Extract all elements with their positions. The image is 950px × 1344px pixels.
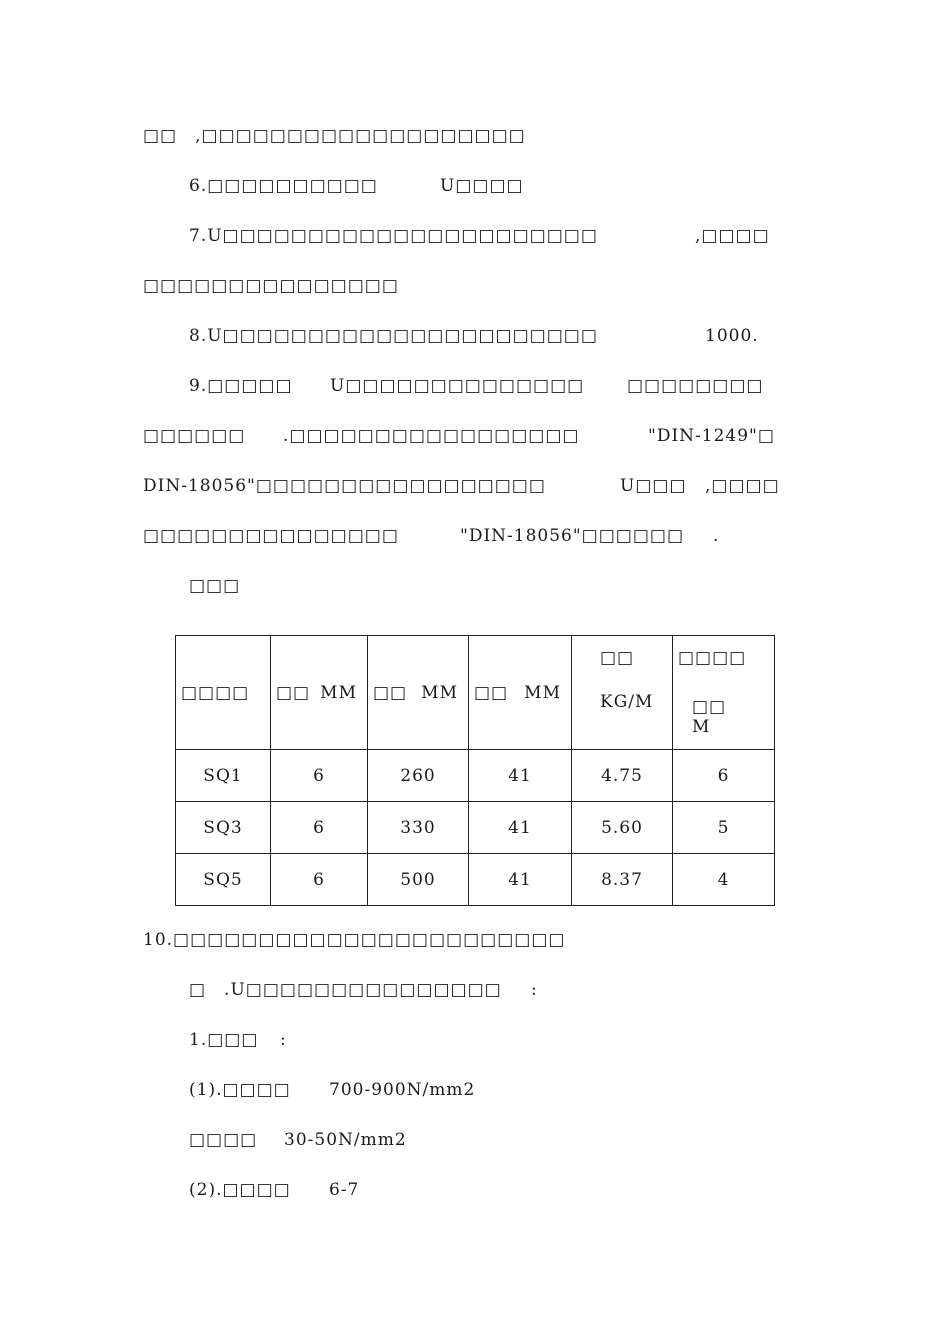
text-line: 6-7 xyxy=(329,1180,360,1200)
header-cell-weight: □□ KG/M xyxy=(572,636,673,750)
text-line: . xyxy=(713,526,720,546)
text-line: 30-50N/mm2 xyxy=(284,1130,407,1150)
cell: 5 xyxy=(673,802,775,854)
text-line: (2).□□□□ xyxy=(189,1180,291,1200)
table-row xyxy=(176,750,775,802)
text-line: U□□□□□□□□□□□□□□ xyxy=(330,376,585,396)
cell: SQ3 xyxy=(176,802,271,854)
table-row xyxy=(176,802,775,854)
text-line: (1).□□□□ xyxy=(189,1080,291,1100)
text-line: 6.□□□□□□□□□□ xyxy=(189,176,378,196)
text-line: 1.□□□ xyxy=(189,1030,259,1050)
cell: 500 xyxy=(368,854,469,906)
cell: 6 xyxy=(271,854,368,906)
header-cell-height: □□ MM xyxy=(469,636,572,750)
cell: 4.75 xyxy=(572,750,673,802)
spec-table xyxy=(175,635,775,906)
table-row xyxy=(176,854,775,906)
table-header-row xyxy=(176,636,775,750)
text-line: : xyxy=(280,1030,287,1050)
cell: 6 xyxy=(271,750,368,802)
cell: 8.37 xyxy=(572,854,673,906)
cell: 4 xyxy=(673,854,775,906)
cell: 41 xyxy=(469,854,572,906)
cell: SQ5 xyxy=(176,854,271,906)
cell: 6 xyxy=(271,802,368,854)
text-line: .□□□□□□□□□□□□□□□□□ xyxy=(283,426,580,446)
cell: 41 xyxy=(469,802,572,854)
text-line: ,□□□□ xyxy=(695,226,770,246)
text-line: □□□□□□□□ xyxy=(627,376,764,396)
cell: SQ1 xyxy=(176,750,271,802)
text-line: □□□□□□□□□□□□□□□ xyxy=(143,276,399,296)
text-line: 10.□□□□□□□□□□□□□□□□□□□□□□□ xyxy=(143,930,566,950)
text-line: 8.U□□□□□□□□□□□□□□□□□□□□□□ xyxy=(189,326,598,346)
header-cell-width: □□ MM xyxy=(368,636,469,750)
table-caption: □□□ xyxy=(189,576,241,596)
cell: 330 xyxy=(368,802,469,854)
text-line: "DIN-18056"□□□□□□ xyxy=(460,526,685,546)
section-heading: □ .U□□□□□□□□□□□□□□□ xyxy=(189,980,502,1000)
text-line: 1000. xyxy=(705,326,759,346)
text-line: 700-900N/mm2 xyxy=(329,1080,476,1100)
cell: 260 xyxy=(368,750,469,802)
text-line: 9.□□□□□ xyxy=(189,376,293,396)
text-line: ,□□□□ xyxy=(705,476,780,496)
text-line: □□□□ xyxy=(189,1130,258,1150)
text-line: DIN-18056"□□□□□□□□□□□□□□□□□ xyxy=(143,476,546,496)
cell: 6 xyxy=(673,750,775,802)
text-line: 7.U□□□□□□□□□□□□□□□□□□□□□□ xyxy=(189,226,598,246)
header-cell-thickness: □□ MM xyxy=(271,636,368,750)
text-line: : xyxy=(531,980,538,1000)
text-line: U□□□ xyxy=(620,476,687,496)
text-line: □□□□□□□□□□□□□□□ xyxy=(143,526,399,546)
text-line: "DIN-1249"□ xyxy=(648,426,775,446)
text-line: □□ ,□□□□□□□□□□□□□□□□□□□ xyxy=(143,126,526,146)
header-cell-model: □□□□ xyxy=(176,636,271,750)
text-line: □□□□□□ xyxy=(143,426,246,446)
cell: 41 xyxy=(469,750,572,802)
header-cell-max-length: □□□□ □□ M xyxy=(673,636,775,750)
cell: 5.60 xyxy=(572,802,673,854)
text-line: U□□□□ xyxy=(440,176,524,196)
